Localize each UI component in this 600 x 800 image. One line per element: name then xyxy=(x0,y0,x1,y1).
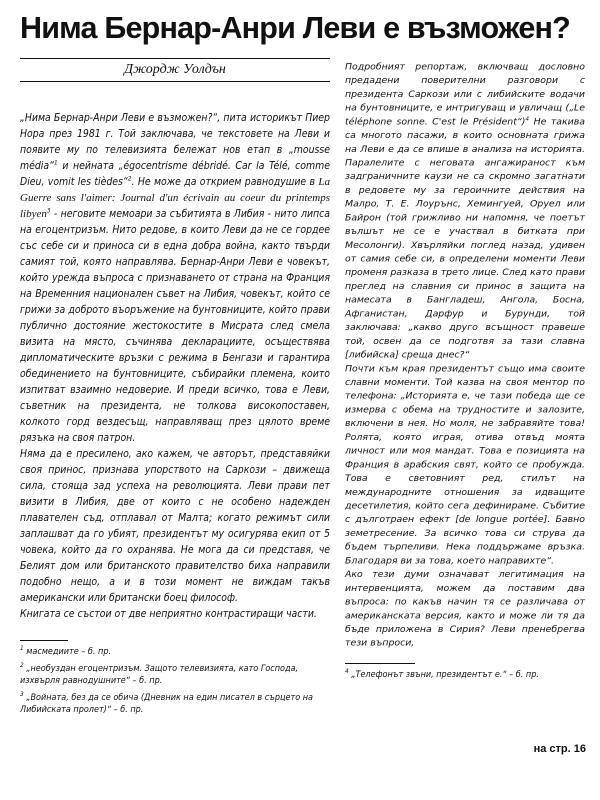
footnote-ref: 1 xyxy=(53,158,58,167)
paragraph: Подробният репортаж, включващ дословно предадени поверителни разговори с президента Саркози или с либийските водачи на бунтовниците, е интригуващ и увличащ („Le téléphone sonne. C'est le Président“)$^4$ Не такива са многото пасажи, в които основната грижа на Леви е да се впише в анализа на историята. Паралелите с неговата ангажираност към задграничните каузи не са скромно загатнати в редовете му за героичните действия на Малро, Т. Е. Лоурънс, Хемингуей, Оруел или Байрон (той грижливо ни напомня, че поетът вълшът не се е участвал в битката при Месолонги). Хвърляйки поглед назад, удивен от самия себе си, в определени моменти Леви променя разказа в трето лице. След като прави преглед на славния си принос в защита на намесата в Бангладеш, Анголa, Босна, Афганистан, Дарфур и Бурунди, той заключава: „какво друго всъщност правеше той, освен да се подготвя за тази славна [либийска] среща днес?“ xyxy=(345,61,585,361)
book-title: La Guerre sans l'aimer: Journal d'un écrivain au coeur du printemps libyen xyxy=(20,176,330,220)
footnote: $^3$ „Войната, без да се обича (Дневник на един писател в сърцето на Либийската пролет)“ – б. пр. xyxy=(20,689,314,715)
footnotes-right-block xyxy=(345,663,585,686)
left-column xyxy=(20,58,330,721)
left-body-text xyxy=(20,110,330,622)
footnotes-right xyxy=(345,669,585,682)
footnotes-left xyxy=(20,646,330,717)
right-column xyxy=(345,58,585,650)
footnote-ref: 2 xyxy=(127,174,132,183)
author-byline: Джордж Уолдън xyxy=(124,62,226,77)
paragraph: Нямa да е пресилено, ако кажем, че авторът, представяйки своя принос, признава упорството на Саркози – движеща сила, стояща зад успеха на революцията. Леви прави пет визити в Либия, две от които с не особено надежден плавателен съд, отплавал от Малта; когато режимът сили заплашват да го убият, президентът му осигурява екип от 5 човека, който да го охранява. Не мога да си представя, че Белият дом или британското правителство биха направили подобно нещо, а и в този момент не виждам такъв американски или британски боец философ. xyxy=(20,448,330,604)
paragraph: Ако тези думи означават легитимация на интервенцията, можем да поставим два въпроса: по какъв начин тя се различава от американската версия, както и може ли тя да бъде приложена в Сирия? Леви пренебрегва тези въпроси, xyxy=(345,569,585,649)
footnote-ref: 4 xyxy=(525,115,530,123)
author-rule xyxy=(20,81,330,82)
footnote-ref: 3 xyxy=(46,206,51,215)
footnote-rule xyxy=(20,640,68,641)
paragraph: Книгата се състои от две неприятно контрастиращи части. xyxy=(20,608,317,620)
footnote-rule xyxy=(345,663,415,664)
continued-page-ref[interactable]: на стр. 16 xyxy=(533,743,586,755)
title-rule xyxy=(20,58,330,59)
paragraph: Почти към края президентът също има своите славни моменти. Той казва на своя ментор по телефона: „Историята е, че тази победа ще се измерва с обема на трудностите и залозите, включени в нея. Но моля, не забравяйте това! Ролята, която играя, отива отвъд моята личност или моя мандат. Това е позицията на Франция в арабския свят, който се пробужда. Това е световният ред, стилът на международните отношения за идващите десетилетия, който сега дефинираме. Събитие с дълготраен ефект [de longue portée]. Бавно земетресение. За всичко това си струва да бъдем търпеливи. Нека поддържаме връзка. Благодаря ви за това, което направихте“. xyxy=(345,363,585,566)
right-body-text xyxy=(345,60,585,650)
article-title: Нима Бернар-Анри Леви е възможен? xyxy=(20,11,570,45)
paragraph: „Нима Бернар-Анри Леви е възможен?“, пита историкът Пиер Нора през 1981 г. Той заключава, че текстовете на Леви и появите му по телевизията бележат нов етап в „mousse média“$^1$ и нейната „égocentrisme débridé. Car la Télé, comme Dieu, vomit les tièdes“$^2$. Не може да открием равнодушие в La Guerre sans l'aimer: Journal d'un écrivain au coeur du printemps libyen$^3$ - неговите мемоари за събитията в Либия - нито липса на егоцентризъм. Нито редове, в които Леви да не се гордее със себе си и приноса си в една добра война, както твърди самият той, която направлява. Бернар-Анри Леви е човекът, който урежда въпроса с признаването от страна на Франция на Временния национален съвет на Либия, човекът, който се грижи за доброто въоръжение на бунтовниците, който прави публично достояние жестокостите в Мисрата след смела визита на място, съчинява декларациите, осъществява дипломатическите връзки с режима в Бенгази и гарантира обединението на бунтовниците, събирайки племена, които изпитват взаимно недоверие. И преди всичко, това е Леви, съветник на президента, не толкова високопоставен, колкото горд вездесъщ, направляващ през цялото време рязъка на своя патрон. xyxy=(20,112,330,444)
footnote: $^2$ „необуздан егоцентризъм. Защото телевизията, като Господа, изхвърля равнодушните“ – б. пр. xyxy=(20,660,299,686)
footnote: $^4$ „Телефонът звъни, президентът е.“ – б. пр. xyxy=(345,667,539,680)
footnote: $^1$ масмедиите – б. пр. xyxy=(20,644,112,657)
